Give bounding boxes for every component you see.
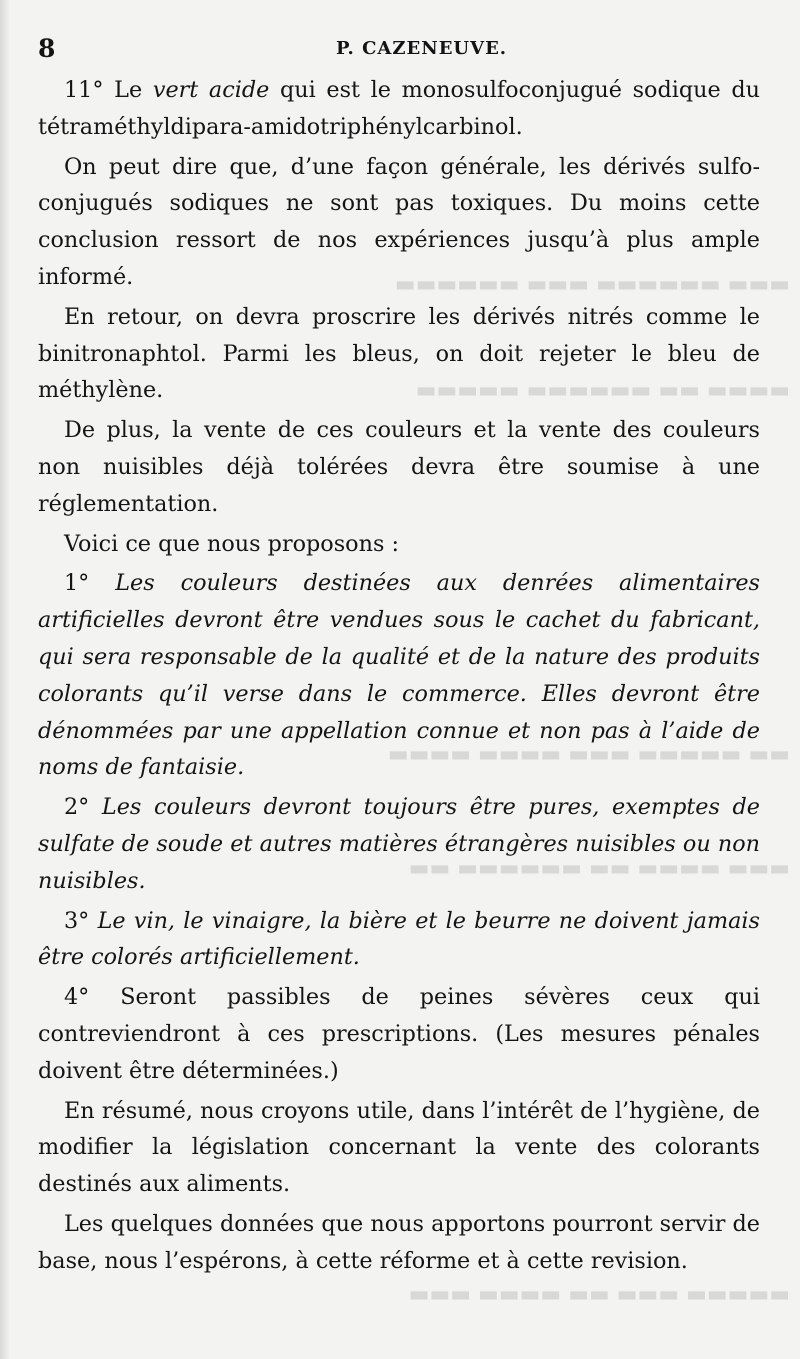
italic-term: vert acide [152,77,270,103]
paragraph-proscription: En retour, on devra proscrire les dérivés nitrés comme le binitronaphtol. Parmi les bleus, on doit rejeter le bleu de méthylène. [38,303,760,404]
item-number: 3° [64,907,90,934]
paragraph-closing: Les quelques données que nous apportons pourront servir de base, nous l’espérons, à cette réforme et à cette revision. [38,1210,760,1274]
proposal-item-1 [38,565,760,786]
show-through-line: ▬▬ ▬▬▬▬▬ ▬▬▬ ▬▬▬▬ ▬▬▬▬ [387,742,790,767]
running-head: P. CAZENEUVE. [336,38,508,59]
proposal-item-2 [38,789,760,899]
proposal-text: Seront passibles de peines sévères ceux qui contreviendront à ces prescriptions. (Les mesures pénales doivent être déterminées.) [38,984,760,1084]
item-number: 2° [64,794,90,821]
item-number: 1° [64,570,90,597]
show-through-line: ▬▬▬ ▬▬▬▬▬▬ ▬▬▬ ▬▬▬▬▬▬ [394,272,790,297]
paragraph-regulation: De plus, la vente de ces couleurs et la vente des couleurs non nuisibles déjà tolérées devra être soumise à une réglementation. [38,417,760,517]
proposal-text: Les couleurs destinées aux denrées alimentaires artificielles devront être vendues sous le cachet du fabricant, qui sera responsable de la qualité et de la nature des produits colorants qu’il verse dans le commerce. Elles devront être dénommées par une appellation connue et non pas à l’aide de noms de fantaisie. [38,570,760,781]
body-text [38,72,760,1283]
show-through-line: ▬▬▬▬▬ ▬▬▬ ▬▬ ▬▬▬▬ ▬▬▬ [408,1282,790,1307]
paragraph-proposal-intro: Voici ce que nous proposons : [64,530,399,557]
item-number: 11° [64,77,104,103]
paragraph-text: qui est le monosulfoconjugué sodique du tétraméthyldipara-amidotriphénylcarbinol. [38,77,760,140]
proposal-text: Les couleurs devront toujours être pures, exemptes de sulfate de soude et autres matières étrangères nuisibles ou non nuisibles. [38,794,760,894]
page-edge-shadow [0,0,10,1359]
page-number: 8 [38,34,56,63]
paragraph-conclusion: On peut dire que, d’une façon générale, les dérivés sulfo-conjugués sodiques ne sont pas toxiques. Du moins cette conclusion ressort de nos expériences jusqu’à plus ample informé. [38,153,760,290]
page-header [38,34,778,64]
show-through-line: ▬▬▬ ▬▬▬▬ ▬▬ ▬▬▬▬▬▬ ▬▬ [408,856,790,881]
paragraph-summary: En résumé, nous croyons utile, dans l’intérêt de l’hygiène, de modifier la législation concernant la vente des colorants destinés aux aliments. [38,1097,760,1198]
show-through-line: ▬▬▬▬ ▬▬ ▬▬▬▬▬▬ ▬▬▬▬▬ [415,378,790,403]
proposal-item-3 [38,903,760,977]
paragraph-item-11 [38,72,760,146]
proposal-text: Le vin, le vinaigre, la bière et le beurre ne doivent jamais être colorés artificiellement. [38,907,760,971]
item-number: 4° [64,984,90,1011]
proposal-item-4 [38,979,760,1089]
paragraph-text: Le [103,77,153,103]
